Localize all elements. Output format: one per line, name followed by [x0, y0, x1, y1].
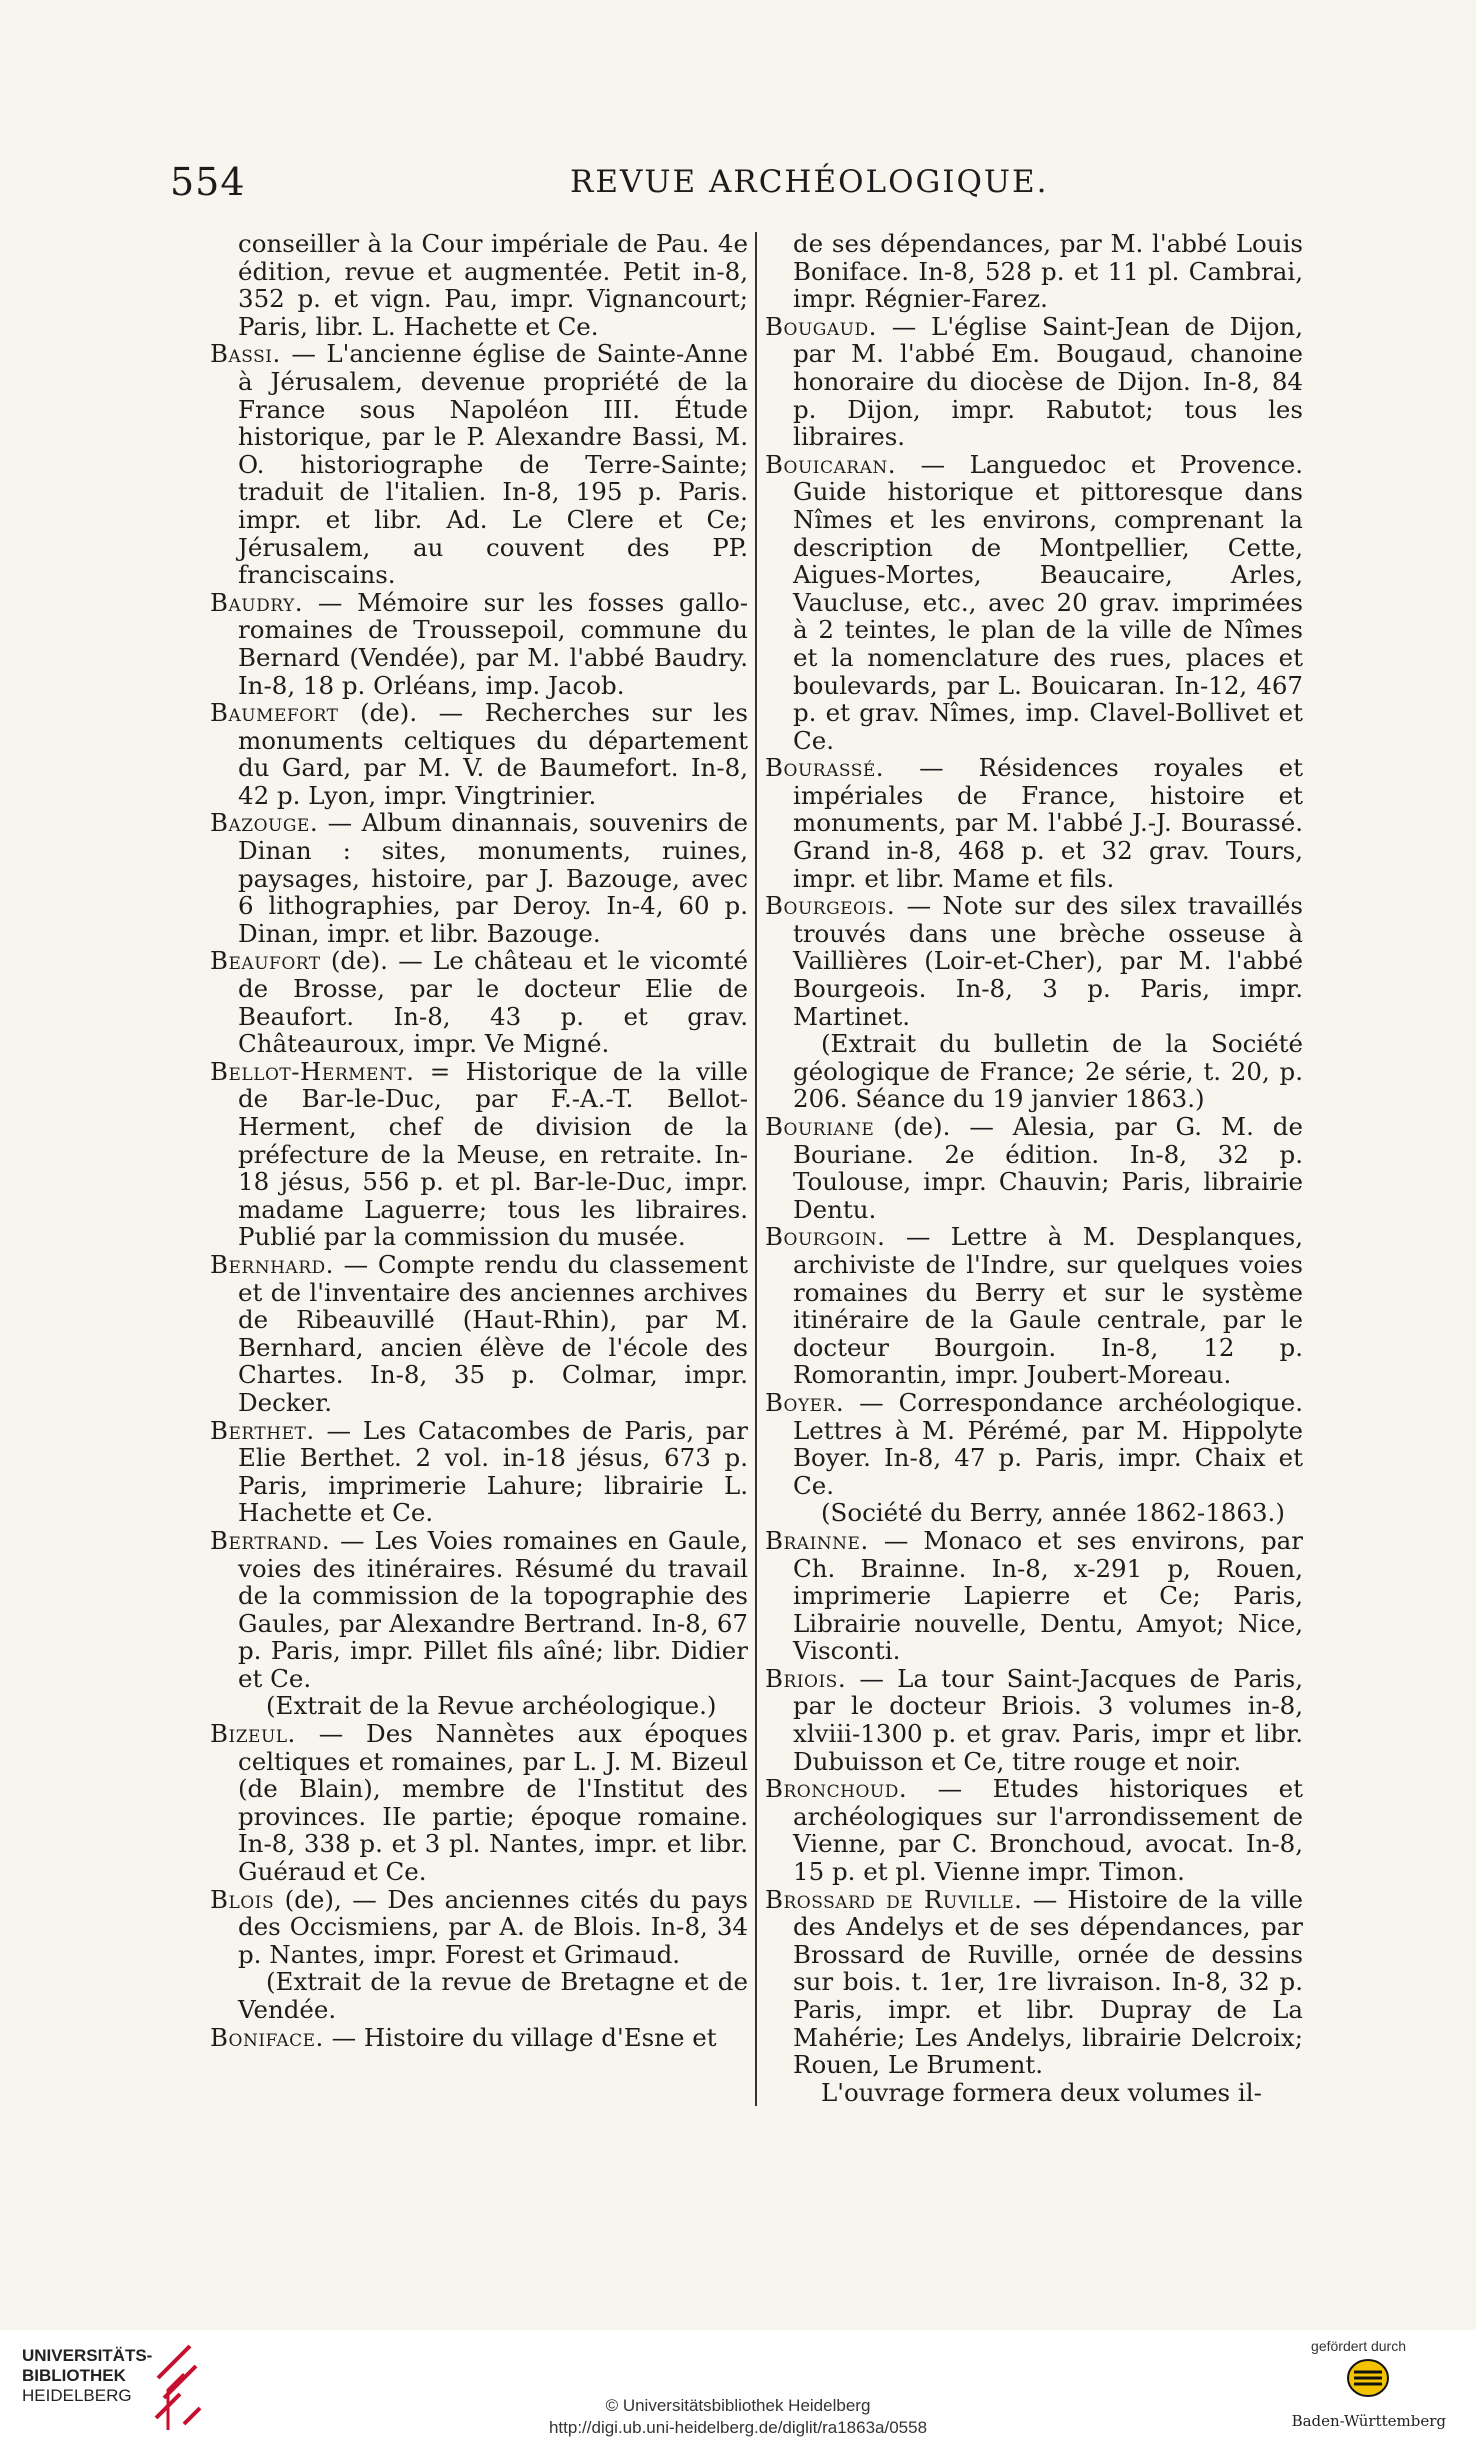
page-header — [170, 160, 1310, 220]
funded-by-label: gefördert durch — [1311, 2338, 1406, 2354]
bibliography-entry — [210, 1251, 748, 1417]
bibliography-entry — [210, 1527, 748, 1693]
entry-author: Bronchoud. — [765, 1774, 908, 1804]
bibliography-entry — [765, 892, 1303, 1030]
library-name-line-3: HEIDELBERG — [22, 2386, 132, 2405]
entry-author: Baudry. — [210, 587, 304, 617]
bibliography-entry — [765, 1389, 1303, 1499]
column-divider — [755, 232, 757, 2106]
entry-text: (Extrait du bulletin de la Société géologique de France; 2e série, t. 20, p. 206. Séance du 19 janvier 1863.) — [793, 1029, 1303, 1114]
bibliography-entry — [210, 589, 748, 699]
entry-author: Bertrand. — [210, 1525, 331, 1555]
bibliography-entry — [765, 1113, 1303, 1223]
entry-author: Bourassé. — [765, 753, 885, 783]
library-name-line-2: BIBLIOTHEK — [22, 2366, 126, 2385]
bibliography-entry — [210, 340, 748, 588]
entry-text: — Résidences royales et impériales de France, histoire et monuments, par M. l'abbé J.-J. Bourassé. Grand in-8, 468 p. et 32 grav. Tours, impr. et libr. Mame et fils. — [793, 753, 1303, 893]
entry-text: (Extrait de la Revue archéologique.) — [266, 1691, 717, 1721]
bibliography-entry — [210, 947, 748, 1057]
entry-text: de ses dépendances, par M. l'abbé Louis Boniface. In-8, 528 p. et 11 pl. Cambrai, impr. Régnier-Farez. — [793, 229, 1303, 314]
bibliography-entry — [765, 1499, 1303, 1527]
entry-text: — Lettre à M. Desplanques, archiviste de l'Indre, sur quelques voies romaines du Berry et sur le système itinéraire de la Gaule centrale, par le docteur Bourgoin. In-8, 12 p. Romorantin, impr. Joubert-Moreau. — [793, 1222, 1303, 1390]
entry-text: — Album dinannais, souvenirs de Dinan : sites, monuments, ruines, paysages, histoire, par J. Bazouge, avec 6 lithographies, par Deroy. In-4, 60 p. Dinan, impr. et libr. Bazouge. — [238, 808, 748, 948]
bibliography-entry — [765, 1030, 1303, 1113]
bibliography-entry — [765, 1223, 1303, 1389]
entry-author: Blois — [210, 1884, 275, 1914]
bibliography-entry — [765, 1665, 1303, 1775]
entry-author: Bouicaran. — [765, 449, 897, 479]
entry-text: — Histoire du village d'Esne et — [323, 2022, 717, 2052]
bibliography-entry — [210, 1720, 748, 1886]
bibliography-entry — [210, 699, 748, 809]
entry-text: (de). — Le château et le vicomté de Brosse, par le docteur Elie de Beaufort. In-8, 43 p. et grav. Châteauroux, impr. Ve Migné. — [238, 946, 748, 1059]
copyright-notice: © Universitätsbibliothek Heidelberg — [605, 2396, 871, 2415]
bibliography-entry — [210, 1058, 748, 1251]
entry-author: Bellot-Herment. — [210, 1056, 415, 1086]
bibliography-entry — [765, 313, 1303, 451]
entry-author: Bernhard. — [210, 1249, 334, 1279]
entry-text: — Mémoire sur les fosses gallo-romaines de Troussepoil, commune du Bernard (Vendée), par M. l'abbé Baudry. In-8, 18 p. Orléans, imp. Jacob. — [238, 587, 748, 700]
entry-author: Beaufort — [210, 946, 321, 976]
library-name-line-1: UNIVERSITÄTS- — [22, 2346, 153, 2365]
entry-author: Brainne. — [765, 1525, 869, 1555]
entry-author: Bourgeois. — [765, 891, 896, 921]
bibliography-entry — [210, 1886, 748, 1969]
entry-text: (Société du Berry, année 1862-1863.) — [821, 1498, 1285, 1528]
entry-author: Bassi. — [210, 339, 281, 369]
entry-author: Boniface. — [210, 2022, 324, 2052]
entry-author: Bougaud. — [765, 311, 877, 341]
entry-text: conseiller à la Cour impériale de Pau. 4e édition, revue et augmentée. Petit in-8, 352 p. et vign. Pau, impr. Vignancourt; Paris, libr. L. Hachette et Ce. — [238, 229, 748, 341]
entry-text: — Etudes historiques et archéologiques sur l'arrondissement de Vienne, par C. Bronchoud, avocat. In-8, 15 p. et pl. Vienne impr. Timon. — [793, 1774, 1303, 1887]
entry-text: — Les Voies romaines en Gaule, voies des itinéraires. Résumé du travail de la commission de la topographie des Gaules, par Alexandre Bertrand. In-8, 67 p. Paris, impr. Pillet fils aîné; libr. Didier et Ce. — [238, 1525, 748, 1693]
bibliography-entry — [210, 1692, 748, 1720]
entry-author: Baumefort — [210, 698, 339, 728]
entry-author: Boyer. — [765, 1387, 845, 1417]
bibliography-entry — [765, 1886, 1303, 2079]
bibliography-entry — [210, 2024, 748, 2052]
entry-author: Brossard de Ruville. — [765, 1884, 1023, 1914]
entry-author: Bizeul. — [210, 1719, 296, 1749]
entry-author: Bazouge. — [210, 808, 319, 838]
entry-text: — Des Nannètes aux époques celtiques et romaines, par L. J. M. Bizeul (de Blain), membre de l'Institut des provinces. IIe partie; époque romaine. In-8, 338 p. et 3 pl. Nantes, impr. et libr. Guéraud et Ce. — [238, 1719, 748, 1887]
bibliography-entry — [210, 1417, 748, 1527]
entry-text: — L'église Saint-Jean de Dijon, par M. l'abbé Em. Bougaud, chanoine honoraire du diocèse de Dijon. In-8, 84 p. Dijon, impr. Rabutot; tous les libraires. — [793, 311, 1303, 452]
entry-author: Bourgoin. — [765, 1222, 886, 1252]
source-url[interactable]: http://digi.ub.uni-heidelberg.de/diglit/ra1863a/0558 — [548, 2418, 928, 2437]
bibliography-entry — [765, 754, 1303, 892]
entry-text: — Les Catacombes de Paris, par Elie Berthet. 2 vol. in-18 jésus, 673 p. Paris, imprimerie Lahure; librairie L. Hachette et Ce. — [238, 1415, 748, 1528]
entry-text: (Extrait de la revue de Bretagne et de Vendée. — [238, 1967, 748, 2024]
bibliography-entry — [765, 2079, 1303, 2107]
bibliography-entry — [210, 809, 748, 947]
left-column — [210, 230, 748, 2051]
entry-author: Berthet. — [210, 1415, 315, 1445]
entry-text: — Monaco et ses environs, par Ch. Brainne. In-8, x-291 p, Rouen, imprimerie Lapierre et Ce; Paris, Librairie nouvelle, Dentu, Amyot; Nice, Visconti. — [793, 1525, 1303, 1666]
bibliography-entry — [765, 1775, 1303, 1885]
entry-text: — L'ancienne église de Sainte-Anne à Jérusalem, devenue propriété de la France sous Napoléon III. Étude historique, par le P. Alexandre Bassi, M. O. historiographe de Terre-Sainte; traduit de l'italien. In-8, 195 p. Paris. impr. et libr. Ad. Le Clere et Ce; Jérusalem, au couvent des PP. franciscains. — [238, 339, 748, 590]
bibliography-entry — [765, 1527, 1303, 1665]
coat-of-arms-icon — [1346, 2358, 1390, 2398]
entry-text: (de). — Alesia, par G. M. de Bouriane. 2e édition. In-8, 32 p. Toulouse, impr. Chauvin; Paris, librairie Dentu. — [793, 1112, 1303, 1224]
entry-text: — Compte rendu du classement et de l'inventaire des anciennes archives de Ribeauvillé (Haut-Rhin), par M. Bernhard, ancien élève de l'école des Chartes. In-8, 35 p. Colmar, impr. Decker. — [238, 1249, 748, 1417]
page-number: 554 — [170, 160, 246, 204]
bibliography-entry — [765, 451, 1303, 755]
funder-name: Baden-Württemberg — [1291, 2412, 1446, 2430]
entry-text: = Historique de la ville de Bar-le-Duc, par F.-A.-T. Bellot-Herment, chef de division de la préfecture de la Meuse, en retraite. In-18 jésus, 556 p. et pl. Bar-le-Duc, impr. madame Laguerre; tous les libraires. Publié par la commission du musée. — [238, 1056, 748, 1252]
bibliography-entry — [210, 1968, 748, 2023]
right-column — [765, 230, 1303, 2106]
entry-author: Briois. — [765, 1663, 847, 1693]
entry-text: — Histoire de la ville des Andelys et de ses dépendances, par Brossard de Ruville, ornée de dessins sur bois. t. 1er, 1re livraison. In-8, 32 p. Paris, impr. et libr. Dupray de La Mahérie; Les Andelys, librairie Delcroix; Rouen, Le Brument. — [793, 1884, 1303, 2080]
entry-text: — Correspondance archéologique. Lettres à M. Pérémé, par M. Hippolyte Boyer. In-8, 47 p. Paris, impr. Chaix et Ce. — [793, 1387, 1303, 1500]
entry-text: — Languedoc et Provence. Guide historique et pittoresque dans Nîmes et les environs, comprenant la description de Montpellier, Cette, Aigues-Mortes, Beaucaire, Arles, Vaucluse, etc., avec 20 grav. imprimées à 2 teintes, le plan de la ville de Nîmes et la nomenclature des rues, places et boulevards, par L. Bouicaran. In-12, 467 p. et grav. Nîmes, imp. Clavel-Bollivet et Ce. — [793, 449, 1303, 755]
entry-text: — Note sur des silex travaillés trouvés dans une brèche osseuse à Vaillières (Loir-et-Cher), par M. l'abbé Bourgeois. In-8, 3 p. Paris, impr. Martinet. — [793, 891, 1303, 1031]
entry-text: (de). — Recherches sur les monuments celtiques du département du Gard, par M. V. de Baumefort. In-8, 42 p. Lyon, impr. Vingtrinier. — [238, 698, 748, 810]
bibliography-entry — [210, 230, 748, 340]
entry-text: L'ouvrage formera deux volumes il- — [821, 2077, 1262, 2107]
bibliography-entry — [765, 230, 1303, 313]
entry-text: (de), — Des anciennes cités du pays des Occismiens, par A. de Blois. In-8, 34 p. Nantes, impr. Forest et Grimaud. — [238, 1884, 748, 1969]
running-head: REVUE ARCHÉOLOGIQUE. — [570, 164, 1049, 200]
entry-text: — La tour Saint-Jacques de Paris, par le docteur Briois. 3 volumes in-8, xlviii-1300 p. et grav. Paris, impr et libr. Dubuisson et Ce, titre rouge et noir. — [793, 1663, 1303, 1776]
entry-author: Bouriane — [765, 1112, 875, 1141]
